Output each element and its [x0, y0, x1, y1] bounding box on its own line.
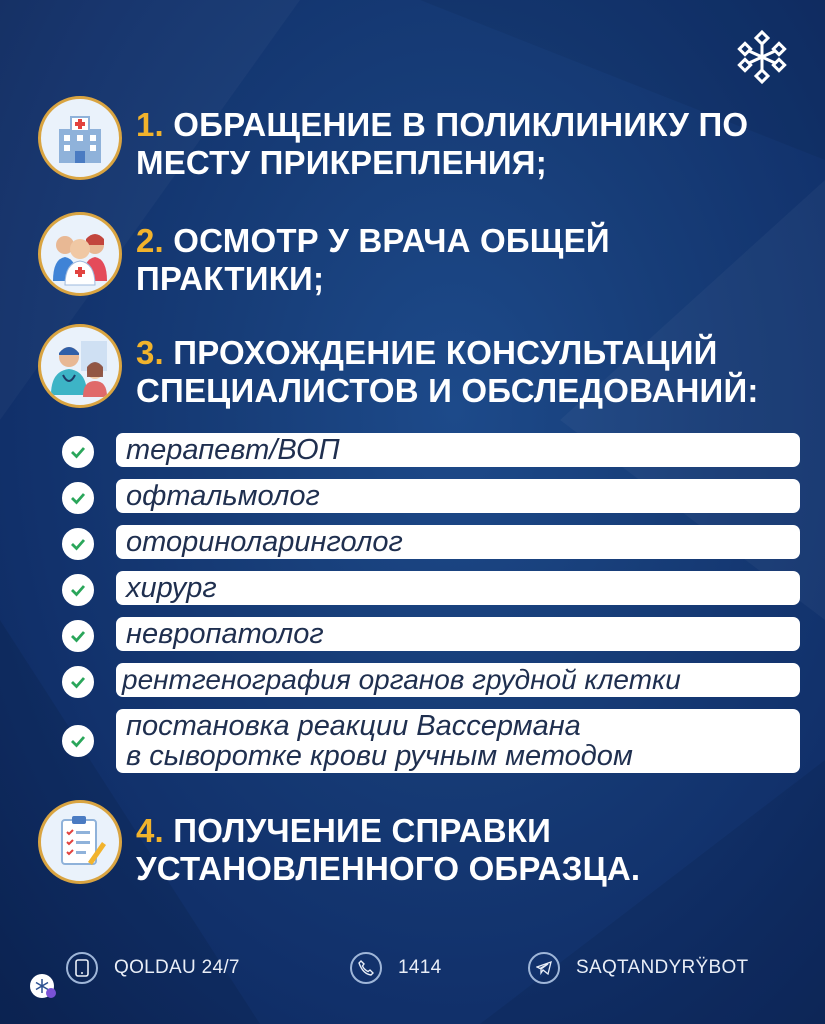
step-title-line1: ПРОХОЖДЕНИЕ КОНСУЛЬТАЦИЙ [173, 334, 718, 371]
phone-app-icon [66, 952, 98, 984]
check-row [62, 725, 94, 757]
step-2 [38, 212, 610, 298]
notification-dot [46, 988, 56, 998]
checklist-item: хирург [116, 571, 800, 605]
checklist-item: рентгенография органов грудной клетки [116, 663, 800, 697]
check-row [62, 620, 94, 652]
snowflake-logo-icon [733, 28, 791, 86]
footer-call-label: 1414 [398, 957, 442, 978]
hospital-icon [38, 96, 122, 180]
checklist-item-line1: постановка реакции Вассермана [126, 710, 581, 742]
checklist-item-line2: в сыворотке крови ручным методом [126, 740, 633, 772]
footer-telegram-label: SAQTANDYRŸBOT [576, 957, 749, 978]
checklist-item: терапевт/ВОП [116, 433, 800, 467]
footer-app-label: QOLDAU 24/7 [114, 957, 240, 978]
footer-call[interactable] [350, 948, 441, 988]
step-3 [38, 324, 759, 410]
certificate-icon [38, 800, 122, 884]
checklist-item: офтальмолог [116, 479, 800, 513]
step-number: 2. [136, 222, 164, 259]
step-title-line2: ПРАКТИКИ; [136, 260, 325, 297]
check-icon [62, 666, 94, 698]
step-title-line2: МЕСТУ ПРИКРЕПЛЕНИЯ; [136, 144, 547, 181]
check-icon [62, 436, 94, 468]
step-title-line2: СПЕЦИАЛИСТОВ И ОБСЛЕДОВАНИЙ: [136, 372, 759, 409]
check-row [62, 482, 94, 514]
step-1 [38, 96, 748, 182]
step-title-line1: ПОЛУЧЕНИЕ СПРАВКИ [173, 812, 552, 849]
check-row [62, 574, 94, 606]
check-icon [62, 574, 94, 606]
step-number: 3. [136, 334, 164, 371]
step-number: 4. [136, 812, 164, 849]
footer-telegram[interactable] [528, 948, 748, 988]
step-title-line2: УСТАНОВЛЕННОГО ОБРАЗЦА. [136, 850, 641, 887]
check-icon [62, 725, 94, 757]
checklist-item: оториноларинголог [116, 525, 800, 559]
footer [0, 948, 825, 988]
check-icon [62, 482, 94, 514]
telegram-icon [528, 952, 560, 984]
checklist-item [116, 709, 800, 773]
doctor-consultation-icon [38, 324, 122, 408]
check-icon [62, 620, 94, 652]
phone-call-icon [350, 952, 382, 984]
step-4 [38, 800, 640, 888]
step-number: 1. [136, 106, 164, 143]
step-title-line1: ОСМОТР У ВРАЧА ОБЩЕЙ [173, 222, 610, 259]
check-row [62, 666, 94, 698]
step-title-line1: ОБРАЩЕНИЕ В ПОЛИКЛИНИКУ ПО [173, 106, 749, 143]
check-row [62, 436, 94, 468]
check-row [62, 528, 94, 560]
check-icon [62, 528, 94, 560]
footer-app[interactable] [66, 948, 240, 988]
checklist-item: невропатолог [116, 617, 800, 651]
doctors-icon [38, 212, 122, 296]
